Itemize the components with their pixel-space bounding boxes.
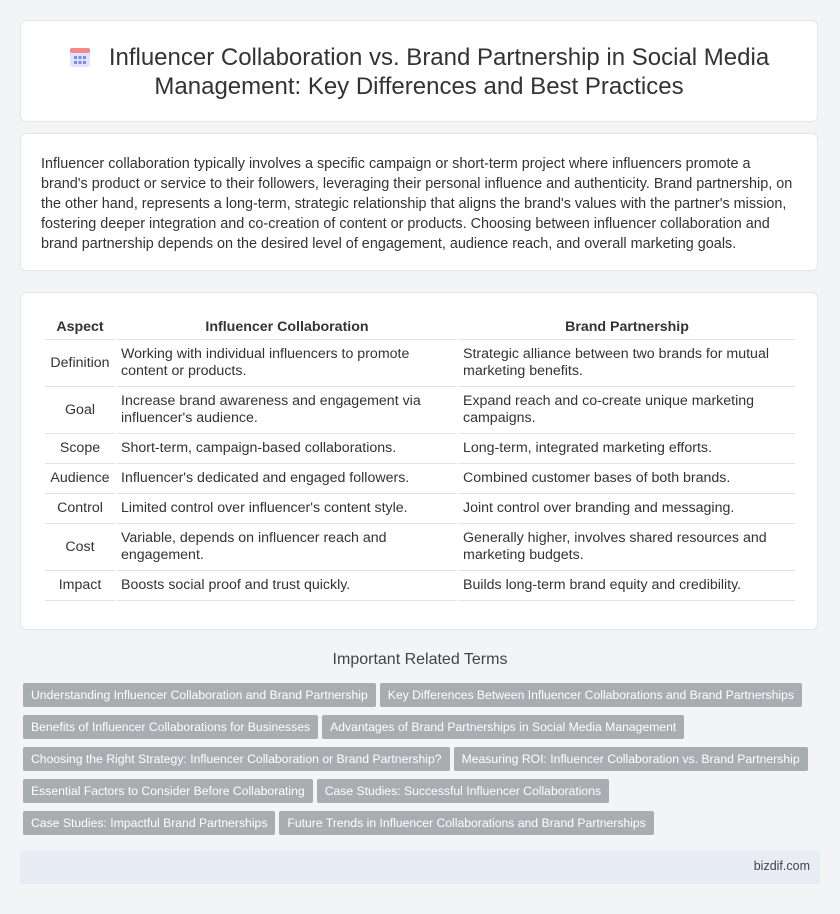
intro-paragraph: Influencer collaboration typically involves a specific campaign or short-term project where influencers promote a brand's product or service to their followers, leveraging their personal influence and authenticity. Brand partnership, on the other hand, represents a long-term, strategic relationship that aligns the brand's values with the partner's mission, fostering deeper integration and co-creation of content or products. Choosing between influencer collaboration and brand partnership depends on the desired level of engagement, audience reach, and overall marketing goals. bbox=[41, 156, 793, 252]
table-row bbox=[45, 340, 795, 387]
cell-influencer: Working with individual influencers to promote content or products. bbox=[117, 340, 457, 387]
cell-brand: Builds long-term brand equity and credibility. bbox=[459, 571, 795, 601]
cell-aspect: Cost bbox=[45, 524, 115, 571]
cell-influencer: Limited control over influencer's content style. bbox=[117, 494, 457, 524]
related-terms-list bbox=[23, 683, 813, 843]
intro-card bbox=[20, 133, 818, 271]
cell-aspect: Control bbox=[45, 494, 115, 524]
cell-influencer: Influencer's dedicated and engaged followers. bbox=[117, 464, 457, 494]
cell-aspect: Audience bbox=[45, 464, 115, 494]
comparison-table bbox=[43, 315, 797, 601]
cell-brand: Combined customer bases of both brands. bbox=[459, 464, 795, 494]
cell-aspect: Definition bbox=[45, 340, 115, 387]
cell-influencer: Variable, depends on influencer reach and engagement. bbox=[117, 524, 457, 571]
calendar-icon bbox=[69, 46, 91, 68]
table-row bbox=[45, 464, 795, 494]
footer-bar bbox=[20, 850, 820, 884]
related-term-link[interactable]: Essential Factors to Consider Before Collaborating bbox=[23, 779, 313, 803]
related-term-link[interactable]: Measuring ROI: Influencer Collaboration vs. Brand Partnership bbox=[454, 747, 808, 771]
cell-influencer: Increase brand awareness and engagement via influencer's audience. bbox=[117, 387, 457, 434]
header-brand: Brand Partnership bbox=[459, 315, 795, 340]
cell-aspect: Scope bbox=[45, 434, 115, 464]
related-term-link[interactable]: Choosing the Right Strategy: Influencer Collaboration or Brand Partnership? bbox=[23, 747, 450, 771]
table-row bbox=[45, 387, 795, 434]
related-term-link[interactable]: Case Studies: Successful Influencer Collaborations bbox=[317, 779, 609, 803]
related-term-link[interactable]: Advantages of Brand Partnerships in Social Media Management bbox=[322, 715, 684, 739]
page-title-text: Influencer Collaboration vs. Brand Partnership in Social Media Management: Key Differences and Best Practices bbox=[108, 44, 770, 100]
related-term-link[interactable]: Case Studies: Impactful Brand Partnerships bbox=[23, 811, 275, 835]
table-row bbox=[45, 524, 795, 571]
header-aspect: Aspect bbox=[45, 315, 115, 340]
related-terms-title: Important Related Terms bbox=[332, 651, 508, 668]
header-influencer: Influencer Collaboration bbox=[117, 315, 457, 340]
cell-brand: Long-term, integrated marketing efforts. bbox=[459, 434, 795, 464]
cell-brand: Joint control over branding and messaging. bbox=[459, 494, 795, 524]
title-card bbox=[20, 20, 818, 122]
cell-brand: Expand reach and co-create unique marketing campaigns. bbox=[459, 387, 795, 434]
page-title bbox=[61, 43, 777, 101]
table-header-row bbox=[45, 315, 795, 340]
related-term-link[interactable]: Future Trends in Influencer Collaborations and Brand Partnerships bbox=[279, 811, 653, 835]
cell-influencer: Short-term, campaign-based collaborations. bbox=[117, 434, 457, 464]
related-term-link[interactable]: Key Differences Between Influencer Collaborations and Brand Partnerships bbox=[380, 683, 802, 707]
comparison-table-card bbox=[20, 292, 818, 630]
cell-influencer: Boosts social proof and trust quickly. bbox=[117, 571, 457, 601]
table-row bbox=[45, 571, 795, 601]
table-row bbox=[45, 494, 795, 524]
related-term-link[interactable]: Benefits of Influencer Collaborations for Businesses bbox=[23, 715, 318, 739]
cell-aspect: Goal bbox=[45, 387, 115, 434]
cell-brand: Generally higher, involves shared resources and marketing budgets. bbox=[459, 524, 795, 571]
table-row bbox=[45, 434, 795, 464]
cell-brand: Strategic alliance between two brands for mutual marketing benefits. bbox=[459, 340, 795, 387]
related-term-link[interactable]: Understanding Influencer Collaboration and Brand Partnership bbox=[23, 683, 376, 707]
cell-aspect: Impact bbox=[45, 571, 115, 601]
footer-site-link[interactable]: bizdif.com bbox=[753, 859, 810, 873]
